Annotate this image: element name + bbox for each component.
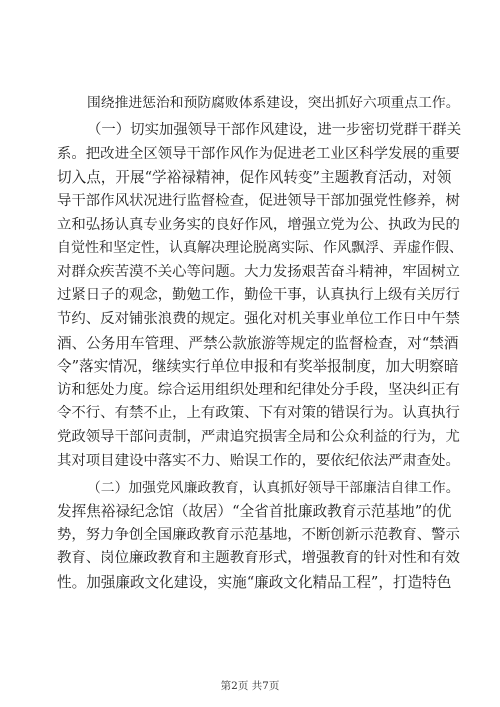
page-number-footer: 第2页 共7页: [220, 680, 280, 692]
text-line: 性。加强廉政文化建设，实施“廉政文化精品工程”，打造特色: [57, 574, 452, 592]
text-line: 节约、反对铺张浪费的规定。强化对机关事业单位工作日中午禁: [57, 310, 460, 327]
text-line: 访和惩处力度。综合运用组织处理和纪律处分手段，坚决纠正有: [57, 381, 460, 398]
text-line: 立和弘扬认真专业务实的良好作风，增强立党为公、执政为民的: [57, 216, 460, 233]
text-line: 党政领导干部问责制，严肃追究损害全局和公众利益的行为，尤: [57, 428, 460, 445]
text-line: 导干部作风状况进行监督检查，促进领导干部加强党性修养，树: [57, 192, 460, 209]
text-line: 切入点，开展“学裕禄精神，促作风转变”主题教育活动，对领: [57, 169, 452, 187]
text-line: 其对项目建设中落实不力、贻误工作的，要依纪依法严肃查处。: [57, 452, 460, 469]
text-line: 自觉性和坚定性，认真解决理论脱离实际、作风飘浮、弄虚作假、: [57, 240, 463, 257]
text-line: 酒、公务用车管理、严禁公款旅游等规定的监督检查，对“禁酒: [57, 334, 459, 352]
paragraph-intro-line: 围绕推进惩治和预防腐败体系建设，突出抓好六项重点工作。: [87, 95, 460, 111]
text-line: 发挥焦裕禄纪念馆（故居）“全省首批廉政教育示范基地”的优: [57, 503, 452, 521]
text-line: 系。把改进全区领导干部作风作为促进老工业区科学发展的重要: [57, 145, 460, 162]
text-line: 过紧日子的观念，勤勉工作，勤俭干事，认真执行上级有关厉行: [57, 287, 460, 304]
text-line: 令不行、有禁不止，上有政策、下有对策的错误行为。认真执行: [57, 405, 460, 422]
section-two-heading-line: （二）加强党风廉政教育，认真抓好领导干部廉洁自律工作。: [87, 479, 460, 496]
text-line: 对群众疾苦漠不关心等问题。大力发扬艰苦奋斗精神，牢固树立: [57, 263, 460, 280]
text-line: 势，努力争创全国廉政教育示范基地，不断创新示范教育、警示: [57, 526, 460, 543]
text-line: 令”落实情况，继续实行单位申报和有奖举报制度，加大明察暗: [57, 358, 459, 376]
section-one-heading-line: （一）切实加强领导干部作风建设，进一步密切党群干群关: [87, 122, 462, 139]
document-body: [57, 92, 463, 595]
text-line: 教育、岗位廉政教育和主题教育形式，增强教育的针对性和有效: [57, 550, 460, 567]
